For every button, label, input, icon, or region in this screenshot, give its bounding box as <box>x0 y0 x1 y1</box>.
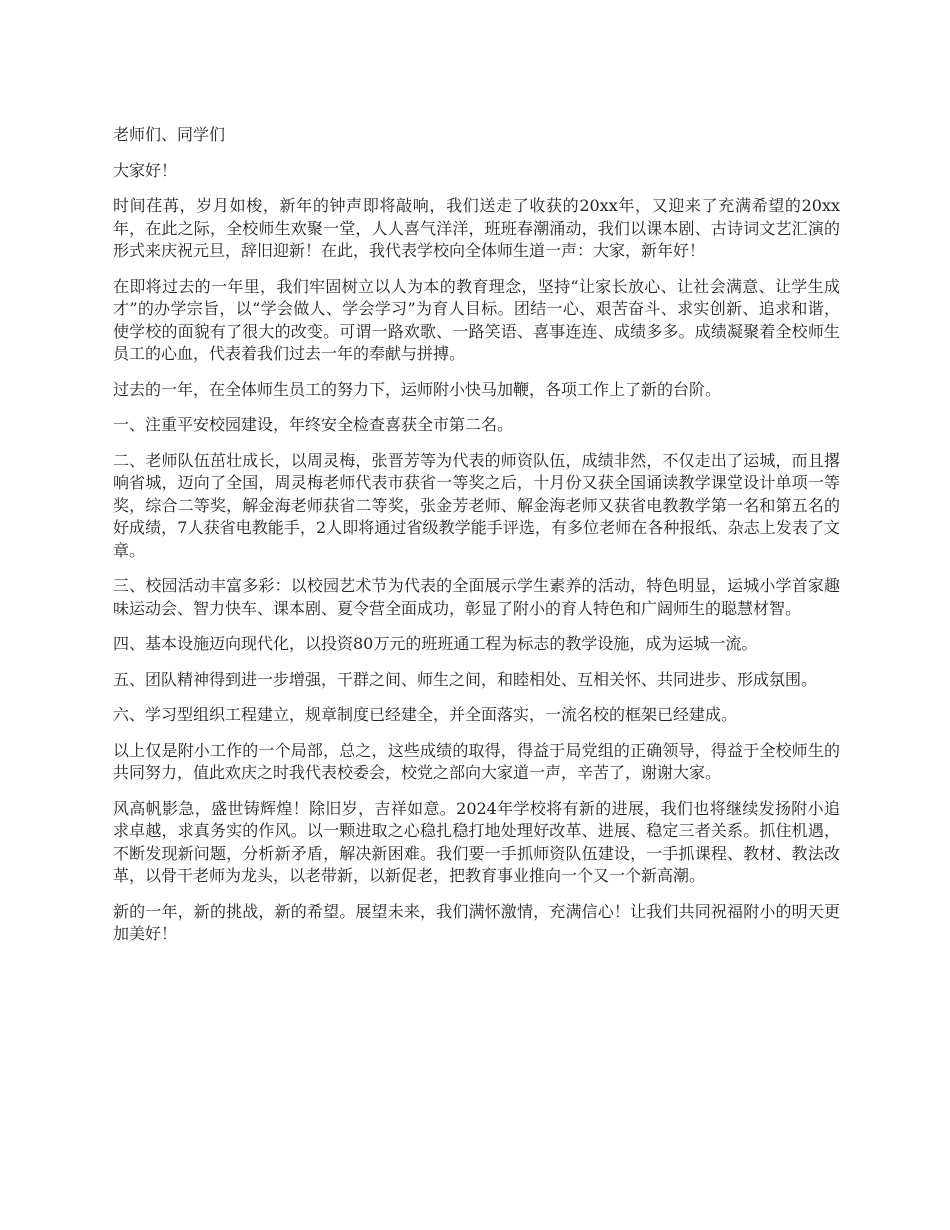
paragraph-progress: 过去的一年，在全体师生员工的努力下，运师附小快马加鞭，各项工作上了新的台阶。 <box>113 379 722 399</box>
paragraph-item-five: 五、团队精神得到进一步增强，干群之间、师生之间，和睦相处、互相关怀、共同进步、形成氛围。 <box>113 669 818 689</box>
paragraph-item-one: 一、注重平安校园建设，年终安全检查喜获全市第二名。 <box>113 415 514 434</box>
paragraph-intro: 时间荏苒，岁月如梭，新年的钟声即将敲响，我们送走了收获的20xx年，又迎来了充满希望的20xx年，在此之际，全校师生欢聚一堂，人人喜气洋洋，班班春潮涌动，我们以课本剧、古诗词文艺汇演的形式来庆祝元旦，辞旧迎新！在此，我代表学校向全体师生道一声：大家，新年好！ <box>113 196 840 260</box>
paragraph-item-two: 二、老师队伍茁壮成长，以周灵梅，张晋芳等为代表的师资队伍，成绩非然，不仅走出了运城，而且撂响省城，迈向了全国，周灵梅老师代表市获省一等奖之后，十月份又获全国诵读教学课堂设计单项一等奖，综合二等奖，解金海老师获省二等奖，张金芳老师、解金海老师又获省电教教学第一名和第五名的好成绩，7人获省电教能手，2人即将通过省级教学能手评选，有多位老师在各种报纸、杂志上发表了文章。 <box>113 450 840 560</box>
salutation: 老师们、同学们 <box>113 125 226 144</box>
paragraph-item-six: 六、学习型组织工程建立，规章制度已经建全，并全面落实，一流名校的框架已经建成。 <box>113 705 738 724</box>
paragraph-summary: 以上仅是附小工作的一个局部，总之，这些成绩的取得，得益于局党组的正确领导，得益于全校师生的共同努力，值此欢庆之时我代表校委会，校党之部向大家道一声，辛苦了，谢谢大家。 <box>113 740 840 782</box>
paragraph-past-year: 在即将过去的一年里，我们牢固树立以人为本的教育理念，坚持“让家长放心、让社会满意、让学生成才”的办学宗旨，以“学会做人、学会学习”为育人目标。团结一心、艰苦奋斗、求实创新、追求和谐，使学校的面貌有了很大的改变。可谓一路欢歌、一路笑语、喜事连连、成绩多多。成绩凝聚着全校师生员工的心血，代表着我们过去一年的奉献与拼搏。 <box>113 276 840 363</box>
paragraph-item-four: 四、基本设施迈向现代化，以投资80万元的班班通工程为标志的教学设施，成为运城一流。 <box>113 634 758 653</box>
paragraph-outlook: 风高帆影急，盛世铸辉煌！除旧岁，吉祥如意。2024年学校将有新的进展，我们也将继续发扬附小追求卓越，求真务实的作风。以一颗进取之心稳扎稳打地处理好改革、进展、稳定三者关系。抓住机遇，不断发现新问题，分析新矛盾，解决新困难。我们要一手抓师资队伍建设，一手抓课程、教材、教法改革，以骨干老师为龙头，以老带新，以新促老，把教育事业推向一个又一个新高潮。 <box>113 798 840 885</box>
greeting: 大家好！ <box>113 160 178 180</box>
document-body <box>113 124 840 959</box>
paragraph-item-three: 三、校园活动丰富多彩：以校园艺术节为代表的全面展示学生素养的活动，特色明显，运城小学首家趣味运动会、智力快车、课本剧、夏令营全面成功，彰显了附小的育人特色和广阔师生的聪慧材智。 <box>113 576 840 618</box>
paragraph-closing: 新的一年，新的挑战，新的希望。展望未来，我们满怀激情，充满信心！让我们共同祝福附小的明天更加美好！ <box>113 901 840 943</box>
